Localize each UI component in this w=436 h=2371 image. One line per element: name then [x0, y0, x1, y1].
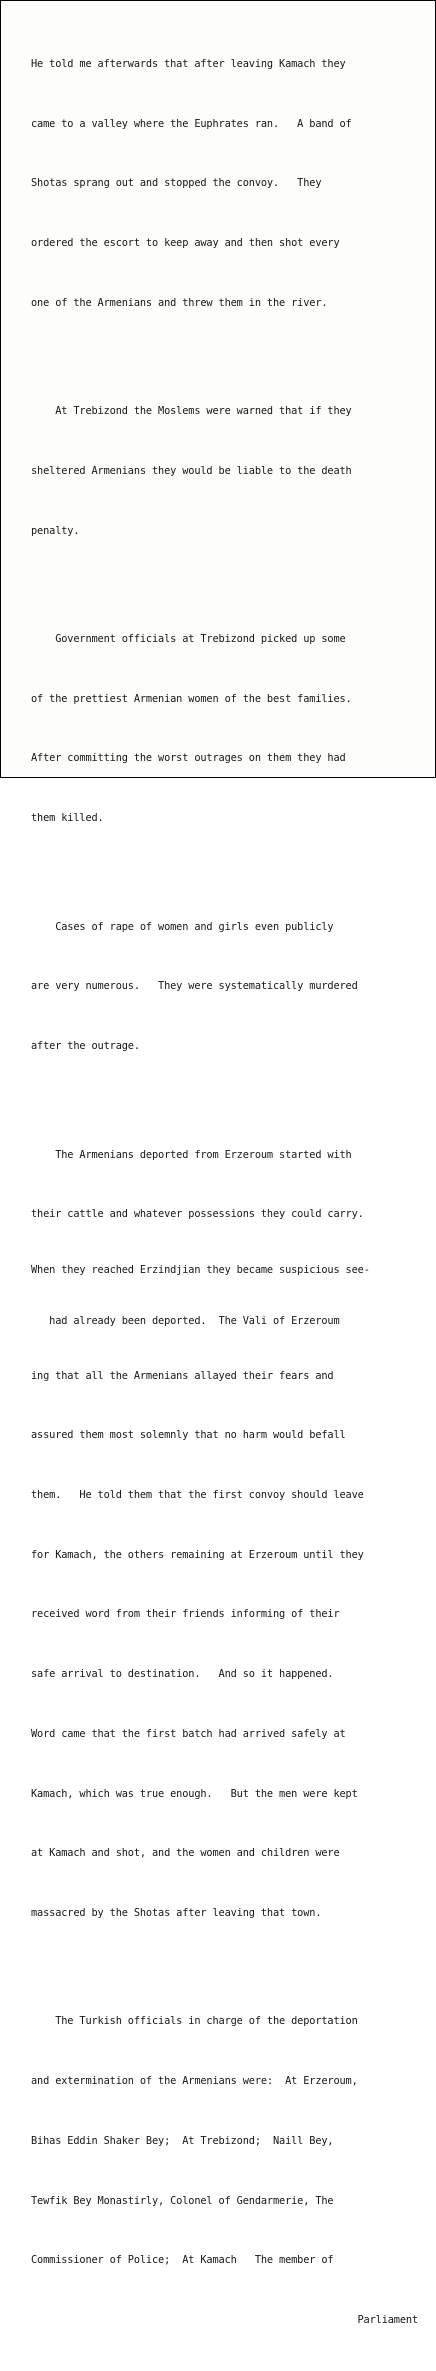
text-line: Cases of rape of women and girls even publicly — [31, 920, 334, 933]
text-line: ordered the escort to keep away and then shot every — [31, 236, 340, 249]
paragraph-gap — [31, 581, 426, 590]
text-line: received word from their friends informing of their — [31, 1608, 340, 1621]
text-line: Word came that the first batch had arrived safely at — [31, 1727, 346, 1740]
text-line: At Trebizond the Moslems were warned that if they — [31, 405, 352, 418]
text-line: massacred by the Shotas after leaving that town. — [31, 1906, 322, 1919]
text-line: of the prettiest Armenian women of the best families. — [31, 692, 352, 705]
text-line: assured them most solemnly that no harm would befall — [31, 1429, 346, 1442]
paragraph-gap — [31, 869, 426, 878]
text-line: for Kamach, the others remaining at Erzeroum until they — [31, 1548, 364, 1561]
text-line: The Armenians deported from Erzeroum started with — [31, 1148, 352, 1161]
text-line-continuation: Parliament — [357, 2314, 418, 2326]
text-line: Government officials at Trebizond picked up some — [31, 633, 346, 646]
text-line: He told me afterwards that after leaving Kamach they — [31, 57, 346, 70]
paragraph-gap — [31, 1097, 426, 1106]
text-line: them. He told them that the first convoy should leave — [31, 1489, 364, 1502]
text-line: one of the Armenians and threw them in the river. — [31, 296, 328, 309]
text-line: Bihas Eddin Shaker Bey; At Trebizond; Naill Bey, — [31, 2134, 334, 2147]
text-line: are very numerous. They were systematically murdered — [31, 980, 358, 993]
text-line: Kamach, which was true enough. But the men were kept — [31, 1787, 358, 1800]
text-line: After committing the worst outrages on them they had — [31, 752, 346, 765]
text-line: Shotas sprang out and stopped the convoy. They — [31, 177, 322, 190]
text-line: The Turkish officials in charge of the deportation — [31, 2015, 358, 2028]
document-body — [31, 15, 426, 2371]
text-line-insertion: had already been deported. The Vali of Erzeroum — [31, 1314, 340, 1327]
text-line: Tewfik Bey Monastirly, Colonel of Gendarmerie, The — [31, 2194, 334, 2207]
text-line: and extermination of the Armenians were: At Erzeroum, — [31, 2075, 358, 2088]
text-line: their cattle and whatever possessions they could carry. — [31, 1208, 364, 1221]
text-line: at Kamach and shot, and the women and children were — [31, 1847, 340, 1860]
text-line: after the outrage. — [31, 1040, 140, 1053]
text-line: came to a valley where the Euphrates ran. A band of — [31, 117, 352, 130]
text-line: safe arrival to destination. And so it happened. — [31, 1668, 334, 1681]
text-line: When they reached Erzindjian they became suspicious see- — [31, 1264, 370, 1277]
text-line: penalty. — [31, 524, 80, 537]
text-line: sheltered Armenians they would be liable to the death — [31, 464, 352, 477]
paragraph-gap — [31, 353, 426, 362]
text-line: Commissioner of Police; At Kamach The member of — [31, 2254, 334, 2267]
text-line: ing that all the Armenians allayed their fears and — [31, 1369, 334, 1382]
paragraph-gap — [31, 1964, 426, 1973]
text-line: them killed. — [31, 812, 104, 825]
